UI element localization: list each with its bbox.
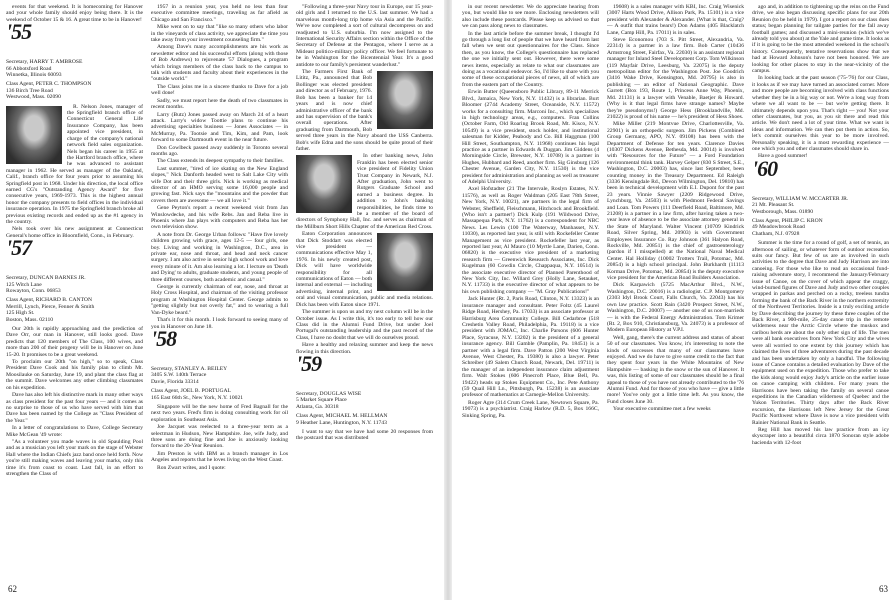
class-agent: Class Agent, RICHARD B. CANTON Merrill, Lynch, Pierce, Fenner & Smith 125 High St. Boston, Mass. 02110 xyxy=(6,297,95,323)
paragraph: "As a volunteer you made waves in old Spaulding Pool and as a musician you left your mark on the stage of Webster Hall where the Indian Chiefs jazz band once held forth. Now you're still making waves and leaving your marks, only this time it's from coast to coast. Last fall, in an effort to strengthen the Class of xyxy=(6,438,143,477)
paragraph: Mike went on to say that "like so many others who labor in the vineyards of class activity, we appreciate the time you take away from your investment counseling firm." xyxy=(151,24,288,44)
paragraph: Joe Jacquet was reelected to a three-year term as a selectman in Hudson, New Hampshire. Joe, wife Judy, and three sons are doing fine and Joe is anxiously looking forward to the 20-Year Reunion. xyxy=(151,424,288,450)
paragraph: Eaton Corporation announces that Dick Stoddart was elected vice president — communications effective May 1, 1976. In his newly created post, Dick will have worldwide responsibility for all communications of Eaton — both internal and external — including advertising, internal print, and oral and visual communication, public and media relations. Dick has been with Eaton since 1971. xyxy=(296,231,433,308)
paragraph: Dave has also left his distinctive mark in many other ways as class president for the past four years — and it comes as no surprise to those of us who have served with him that Dave has been named by the College as "Class President of the Year." xyxy=(6,392,143,424)
right-page xyxy=(456,0,896,600)
paragraph: Well, gang, there's the current address and status of about 50 of our classmates. You know, it's interesting to note the kinds of successes that many of our classmates have enjoyed. And we do have to give some credit to the fact that they spent four years in the White Mountains of New Hampshire — basking in the snow or the sun of Hanover. It was, this listing of some of our classmates should be a final appeal to those of you have not already contributed to the '76 Alumni Fund. And for those of you who have — give a little more! You've only got a little time left. As you know, the Fund closes June 30. xyxy=(607,334,744,405)
class-agent: Class Agent, JOEL B. PORTUGAL 165 East 66th St., New York, N.Y. 10021 xyxy=(151,388,244,401)
paragraph: Among Dave's many accomplishments are his work as newsletter editor and his successful efforts (along with those of Bob Andrews) to rejuvenate '57 Dialogues, a program which brings members of the class back to the campus to talk with students and faculty about their experiences in the "outside world." xyxy=(151,44,288,83)
paragraph: Have a good summer! xyxy=(758,153,808,160)
paragraph: The summer is upon us and my next column will be in the October issue. As I write this, it's too early to tell how our Class did in the Alumni Fund Drive, but under Joel Portugal's outstanding leadership and the past record of the Class, I have no doubt that we will do ourselves proud. xyxy=(296,309,433,341)
class-secretary: Secretary, DUNCAN BARNES JR. 125 Witch Lane Rowayton, Conn. 06853 xyxy=(6,275,86,294)
paragraph: Reg Hill has moved his law practice from an icy skyscraper into a beautiful circa 1870 Sonoran style adobe hacienda with 12-foot xyxy=(752,426,889,446)
class-secretary: Secretary, DOUGLAS WISE 5 Market Square Place Atlanta, Ga. 30318 xyxy=(296,390,362,410)
paragraph: That's it for this month. I look forward to seeing many of you in Hanover on June 18. xyxy=(151,317,288,330)
page-number: 63 xyxy=(879,584,888,594)
portrait-photo xyxy=(296,155,352,213)
paragraph: Our 20th is rapidly approaching and the prediction of Dave Orr, our man in Hanover, still looks good. Dave predicts that 120 members of The Class, 100 wives, and more than 200 of their progeny will be in Hanover on June 15-20. It promises to be a great weekend. xyxy=(6,326,143,358)
class-year: '59 xyxy=(296,350,322,376)
paragraph: Roger Agre (314 Crum Creek Lane, Newtown Square, Pa. 19073) is a psychiatrist. Craig Harlow (R.D. 5, Box 166C, Sinking Spring, Pa. xyxy=(462,399,599,419)
paragraph: "Following a three-year Navy tour in Europe, our 15 year-old girls and I returned to the U.S. last summer. We had a marvelous month-long trip home via Asia and the Pacific. We've now completed a sort of cultural decompress on and readjusted to U.S. suburbia. I'm now assigned to the International Security Affairs section within the Office of the Secretary of Defense at the Pentagon, where I serve as a Mideast politico-military policy officer. We feel fortunate to be in Washington for the Bicentennial Year. It's a good antidote to our family's persistent wanderlust." xyxy=(296,4,433,68)
paragraph: Steve Economou (703 S. Pitt Street, Alexandria, Va. 22314) is a partner in a law firm. Bob Carter (10436 Armstrong Street, Fairfax, Va. 22030) is an assistant regional manager for Inland Steel Development Corp. Tom Wilkinson (119 Mayfair Drive, Leesburg, Va. 22075) is the deputy metropolitan editor for the Washington Post. Joe Goodrich (3416 Wake Drive, Kensington, Md. 20795) is also in publishing — an editor of National Geographic. Dave Garrett (Box 193, Route 1, Princess Anne Way, Phoenix, Md. 21131) is a lawyer with Venable, Baetjer & Howard. (Why is it that legal firms have strange names? Maybe they're pseudonyms!) George Hess (Brooklandville, Md. 21022) is proud of his name — he's president of Hess Shoes. xyxy=(607,37,744,120)
column-2 xyxy=(151,4,288,576)
class-secretary: Secretary, STANLEY A. BEILEY 3405 S.W. 140th Terrace Davie, Florida 33314 xyxy=(151,365,228,385)
paragraph: in our recent newsletter. We do appreciate hearing from you, but would like to see more. Enclosing newsletters will also include these postcards. Please keep us advised so that we can pass along news to classmates. xyxy=(462,4,599,30)
column-4 xyxy=(462,4,599,576)
paragraph: George is currently chairman of ear, nose, and throat at Holy Cross Hospital, and chairman of the visiting professor program at Washington Hospital Center. George admits to "getting slightly but not overly fat," and to wearing a full Van-Dyke beard." xyxy=(151,284,288,316)
paragraph: The Class extends its deepest sympathy to their families. xyxy=(157,158,284,165)
paragraph: 19608) is a sales manager with KBI, Inc. Craig Wisenick (3007 Harts Wood Drive, Allison Park, Pa. 15101) is a vice president with Alexander & Alexander. (What is that, Craig? — A outfit that trains bears!) Don Adams (405 Blacklatch Lane, Camp Hill, Pa. 17011) is in sales. xyxy=(607,4,744,36)
class-agent: Class Agent, PETER C. THOMPSON 136 Birch Tree Road Westwood, Mass. 02090 xyxy=(6,81,92,101)
class-heading-55 xyxy=(6,19,143,55)
class-year: '60 xyxy=(752,155,778,181)
paragraph: In looking back at the past season ('75-'76) for our Class, it looks as if we may have turned an associated corner. More and more people are becoming involved with class functions whether they be in a big way or not. We're a long way from where we all want to be — but we're getting there. It ultimately depends upon you. That's right — you! Not your other classmates, but you, as you sit there and read this article. We don't need a lot of your time. What we want is ideas and information. We can then put them in action. So, let's commit ourselves this year to be more involved. Personally speaking, it is a most rewarding experience — one which you and other classmates should share in. xyxy=(752,75,889,152)
paragraph: In the last article before the summer break, I thought I'd go through a long list of people that we have heard from last fall when we sent out questionnaires for the Class. Since then, as you know, the College's questionnaire has replaced the one we initially sent out. However, there were some news items, especially as relate to what our classmates are doing as a vocational endeavor. So, I'd like to share with you some of these occupational pieces of news, all of which are from the eastern part of the Country. xyxy=(462,30,599,88)
column-3 xyxy=(296,4,433,576)
paragraph: Ron Zwart writes, and I quote: xyxy=(157,464,226,471)
portrait-photo xyxy=(377,71,433,129)
class-agent: Class Agent, PHILIP C. KRON 49 Meadowbrook Road Chatham, N.J. 07928 xyxy=(752,217,823,237)
paragraph: Sadly, we must report here the death of two classmates in recent months. xyxy=(151,97,288,111)
page-gutter xyxy=(444,0,452,600)
paragraph: 1957 in a reunion year, you held no less than four executive committee meetings, traveling as far afield as Chicago and San Francisco." xyxy=(151,4,288,23)
class-year: '57 xyxy=(6,235,32,261)
paragraph: Summer is the time for a round of golf, a set of tennis, an afternoon of sailing, or whatever form of outdoor recreation suits our fancy. But few of us are as involved in such activities to the degree that Dave and Judy Harrison are into canoeing. For those who like to read an occasional fund-raising adventure story, I recommend the January/February issue of Canoe, on the cover of which appear the craggy, wind-burned figures of Dave and Judy and two other couples wrapped in parkas and perched on a rocky, treeless tundra forming the bank of the Back River in the northern extremity of the Northwest Territories. Inside is a truly exciting article by Dave describing the journey by these three couples of the Back River, a 900-mile, 25-day canoe trip in the remote wilderness near the Arctic Circle where the muskox and caribou herds are about the only other sign of life. The men were all bank executives from New York City and the wives were all worried to one extent by this journey which has claimed the lives of three adventurers during the past decade and has been undertaken by only a handful. The following issue of Canoe contains a detailed evaluation by Dave of the equipment used on the expedition. Those who prefer to take the kids along would enjoy Judy's article on the earlier issue on canoe camping with children. For many years the Harrisons have been taking the family on several canoe expeditions in the Canadian wilderness of Quebec and the Yukon Territories. Thirty days after the Back River excursion, the Harrisons left New Jersey for the Great Pacific Northwest where Dave is now a vice president with Rainier National Bank in Seattle. xyxy=(752,240,889,426)
class-heading-57 xyxy=(6,235,143,271)
portrait-photo xyxy=(377,233,433,291)
paragraph: To proclaim our 20th "on high," so to speak, Class President Dave Cook and his family plan to climb Mt. Moosilauke on Saturday, June 19, and plant the class flag at the summit. Dave welcomes any other climbing classmates on his expedition. xyxy=(6,359,143,391)
class-secretary: Secretary, WILLIAM W. MCCARTER JR. 21 Mt. Pleasant St. Westborough, Mass. 01890 xyxy=(752,195,849,215)
paragraph: The Farmers First Bank of Lititz, Pa., announced that Bob Bollinger was elected president and director as of February, 1976. Bob has been a banker for 14 years and is now chief administrative officer of the bank and has supervision of the bank's overall operations. After graduating from Dartmouth, Bob served three years in the Navy aboard the USS Canberra. Bob's wife Edna and the sons should be quite proud of their father. xyxy=(296,69,433,152)
paragraph: In a letter of congratulations to Dave, College Secretary Mike McGean '49 wrote: xyxy=(6,425,143,438)
paragraph: Larry (Butz) Jones passed away on March 24 of a heart attack. Larry's widow Toottie plans to continue his advertising specialties business — Jones Associates — in McMurray, Pa. Tootsie and Tim, Kim, and Pam, look forward to some Dartmouth event in the near future. xyxy=(151,111,288,144)
class-heading-58 xyxy=(151,325,288,362)
class-year: '55 xyxy=(6,19,32,45)
page-number: 62 xyxy=(8,584,17,594)
column-6 xyxy=(752,4,889,576)
class-agent: Class Agent, MICHAEL M. HELLMAN 9 Heather Lane, Huntington, N.Y. 11743 xyxy=(296,413,388,426)
paragraph: Mike Miller (219 Montvue Drive, Charlottesville, Va. 22901) is an orthopedic surgeon. Jim Pickens (Combined Group Germany, APO, N.Y. 09108) has been with the Department of Defense for ten years. Clarence Davies (10307 Dickens Avenue, Bethesda, Md. 20014) is involved with "Resources for the Future" — a Ford Foundation environmental think tank. Harvey Gelper (830 S Street, S.E., Washington, D.C. 20003) has, since last September, been counting money in the Treasury Department. Ed Raleigh (3336 Kensingdale Rd., Devon Wilmington, Del. 19810) has been in technical development with E.I. Dupont for the past 23 years. Vinnie Sawyer (2209 Ridgewood Drive, Lynchburg, Va. 24503) is with Piedmont Federal Savings and Loan. Tom Powers (111 Deerfield Road, Baltimore, Md. 21208) is a partner in a law firm, after having taken a two-year leave of absence to be the associate attorney general in the State of Maryland. Walter Vincent (10709 Kindrick Road, Silver Spring, Md. 20903) is with Government Employees Insurance Co. Ray Johnson (361 Halyon Road, Rockville, Md. 20851) is the chief of gastroenterology (pardon if I misspelled) at the National Naval Medical Center. Hal Holliday (10002 Trotters Trail, Potomac, Md. 20854) is a high school principal. John Burkhardt (11113 Korman Drive, Potomac, Md. 20854) is the deputy executive vice president for the American Road Builders Association. xyxy=(607,121,744,282)
paragraph: Erwin Butter (Queensboro Public Library, 89-11 Merrick Blvd., Jamaica, New York, N.Y. 11432) is a librarian. Burt Bloomer (2744 Academy Street, Oceanside, N.Y. 11572) works for a consulting firm. Marconi Inc., which specializes in high technology areas, e.g., computers. Fran Collins (October Farm, Old Roaring Brook Road, Mt. Kisco, N.Y. 10549) is a vice president, stock holder, and institutional salesman for Kidder, Peabody and Co. Bill Haggman (100 Hill Street, Southampton, N.Y. 11968) continues his legal practice as a partner in Edwards & Duggan. Jim Giddens (4 Morningside Circle, Brewster, N.Y. 10708) is a partner in Hughes, Hubbard and Reed, another firm. Sig Ginsburg (126 Chester Avenue, Garden City, N.Y. 11530) is the vice president for administration and planning as well as treasurer of Adelphi University. xyxy=(462,89,599,185)
paragraph: Last summer, "tired of ice skating on the New England slopes," Nick Danforth headed west to Salt Lake City with wife Dot and their three girls. Nick is working as medical director of an HMO serving some 16,000 people and growing fast. Nick says the "mountains and the powder that covers them are awesome — we all love it." xyxy=(151,165,288,204)
portrait-photo xyxy=(6,106,62,164)
class-year: '58 xyxy=(151,325,177,351)
paragraph: Gene Peyton's report a recent weekend visit from Jan Winslowdecke, and his wife Rebs. Jan and Reba live in Phoenix where Jan plays with computers and Reba has her own television show. xyxy=(151,205,288,231)
paragraph: Nels took over his new assignment at Connecticut General's home office in Bloomfield, Conn., in February. xyxy=(6,226,143,239)
intro-paragraph: events for that weekend. It is homecoming for Hanover and your whole family should enjoy being there. It is the weekend of October 15 & 16. A great time to be in Hanover! xyxy=(6,4,143,23)
paragraph: R. Nelson Jones, manager of the Springfield branch office of Connecticut General Life Insurance Company, has been appointed vice president, in charge of the company's national network field sales organization. Nels began his career in 1955 at the Hartford branch office, where he was advanced to assistant manager in 1962. He served as manager of the Oakland, Calif., branch office for four years prior to assuming his Springfield post in 1968. Under his direction, the local office earned CG's "Outstanding Agency Award" for five consecutive years, 1969-1973. This is the highest annual honor the company presents to field offices in the individual insurance operation. In 1975 the Springfield branch broke all previous existing records and ended up as the #1 agency in the country. xyxy=(6,103,143,225)
paragraph: Jim Preston is with IBM as a branch manager in Los Angeles and reports that he loves living on the West Coast. xyxy=(151,450,288,464)
paragraph: Axel Hofstadter (21 The Intervale, Roslyn Estates, N.Y. 11576), as well as Roger Waldman (205 East 78th Street, New York, N.Y. 10021), are partners in the legal firm of Webster, Sheffield, Fleischmann, Hitchcock and Brookfield. (Who isn't a partner!) Dick Kulp (191 Wildwood Drive, Massapequa Park, N.Y. 11762) is a correspondent for NBC News. Les Lewin (100 The Waterway, Manhasset, N.Y. 11030), as reported last year, is still with Rockefeller Center Management as vice president. Rockefeller last year, as reported last year, Al Mauro (10 Myrtle Lane, Darien, Conn. 06820) is the executive vice president of a marketing research firm — Greenwich Research Associates, Inc. Dick Kugelman (60 Cowdin Circle, Chappaqua, N.Y. 10514) is the associate executive director of Planned Parenthood of New York City, Inc. Willard Grey (Holly Lane, Setauket, N.Y. 11733) is the executive director of what appears to be his own publishing company — "M. Gray Publications!" xyxy=(462,186,599,295)
left-page xyxy=(0,0,440,600)
paragraph: Jack Hunter (Rt. 2, Paris Road, Clinton, N.Y. 13323) is an insurance manager and consultant. Peter Foltz (45 Laurel Ridge Road, Hershey, Pa. 17033) is an associate professor at Harrisburg Area Community College. Bill Cedarbroe (518 Creshetin Valley Road, Philadelphia, Pa. 19118) is a vice president with JOMAC, Inc. Charlie Parsons (606 Hunter Place, Syracuse, N.Y. 13202) is the president of a general insurance agency. Bill Gamble (Pamplin, Pa. 18451) is a partner with a legal firm. Dave Patton (200 West Virginia Avenue, West Chester, Pa. 19380) is also a lawyer. Peter Schreiber (49 Salem Church Road, Newark, Del. 19711) is the manager of an independent insurance claim adjustment firm. Walt Stokes (606 Pinecroft Place, Blue Bell, Pa. 19422) heads up Stokes Equipment Co., Inc. Pete Anthony (59 Quail Hill Ln., Pittsburgh, Pa. 15238) is an associate professor of mathematics at Carnegie-Mellon University. xyxy=(462,296,599,399)
paragraph: Don Cowlbeck passed away suddenly in Toronto several months ago. xyxy=(151,144,288,157)
paragraph: Singapore will be the new home of Fred Bagnall for the next two years. Fred's firm is doing consulting work for oil exploration in Southeast Asia. xyxy=(151,403,288,423)
paragraph: I want to say that we have had some 20 responses from the postcard that was distributed xyxy=(296,428,433,442)
paragraph: Dick Karpawich (5725 MacArthur Blvd., N.W., Washington, D.C. 20016) is a radiologist. C.P. Montgomery (2303 Idyl Brook Court, Falls Church, Va. 22043) has his own law practice. Scott Rain (3420 Prospect Street, N.W., Washington, D.C. 20007) — another one of us non-marrieds — is with the Federal Energy Administration. Tom Krimer (Rt. 2, Box 910, Christiansburg, Va. 24073) is a professor of Modern European History at V.P.I. xyxy=(607,282,744,334)
paragraph: A note from Dr. George Urban follows: "Have five lovely children growing with grace, ages 12-5 — four girls, one boy. Living and working in Washington, D.C., area in private ear, nose and throat, and head and neck cancer surgery. I am also active in senior high school work and love every minute of it. Am also learning a lot. I lecture on 'Death and Dying' to adults, graduate students, and young people of three different courses, both academic and casual." xyxy=(151,231,288,283)
class-heading-59 xyxy=(296,350,433,387)
paragraph: ago and, in addition to tightening up the reins on the Fund drive, we also began discussing specific plans for our 20th Reunion (to be held in 1979). I got a report on our class dues status; began planning for tailgate parties for the fall away football games; and discussed a mini-reunion (which we've already told you about) at the Yale and game time. It looks as if it is going to be the most attended weekend in the school's history. Consequently, tentative reservations show that we had at Howard Johnson's have not been honored. We are looking for other places to stay in the near-vicinity of the campus. xyxy=(752,4,889,75)
paragraph: Have a healthy and relaxing summer and keep the news flowing in this direction. xyxy=(296,342,433,355)
column-1 xyxy=(6,4,143,576)
paragraph: The Class joins me in a sincere thanks to Dave for a job well done! xyxy=(151,83,288,97)
column-5 xyxy=(607,4,744,576)
class-secretary: Secretary, HARRY T. AMBROSE 66 Abbotsford Road Winnetka, Illinois 60093 xyxy=(6,59,83,79)
paragraph: In other banking news, John Franklin has been elected senior vice president of Fidelity Union Trust Company in Newark, N.J. After graduation, John went to Rutgers Graduate School and earned a business degree. In addition to John's banking responsibilities, he finds time to be a member of the board of directors of Symphony Hall, Inc. and serves as chairman of the Millburn Short Hills Chapter of the American Red Cross. xyxy=(296,153,433,230)
paragraph: Your executive committee met a few weeks xyxy=(613,406,711,413)
